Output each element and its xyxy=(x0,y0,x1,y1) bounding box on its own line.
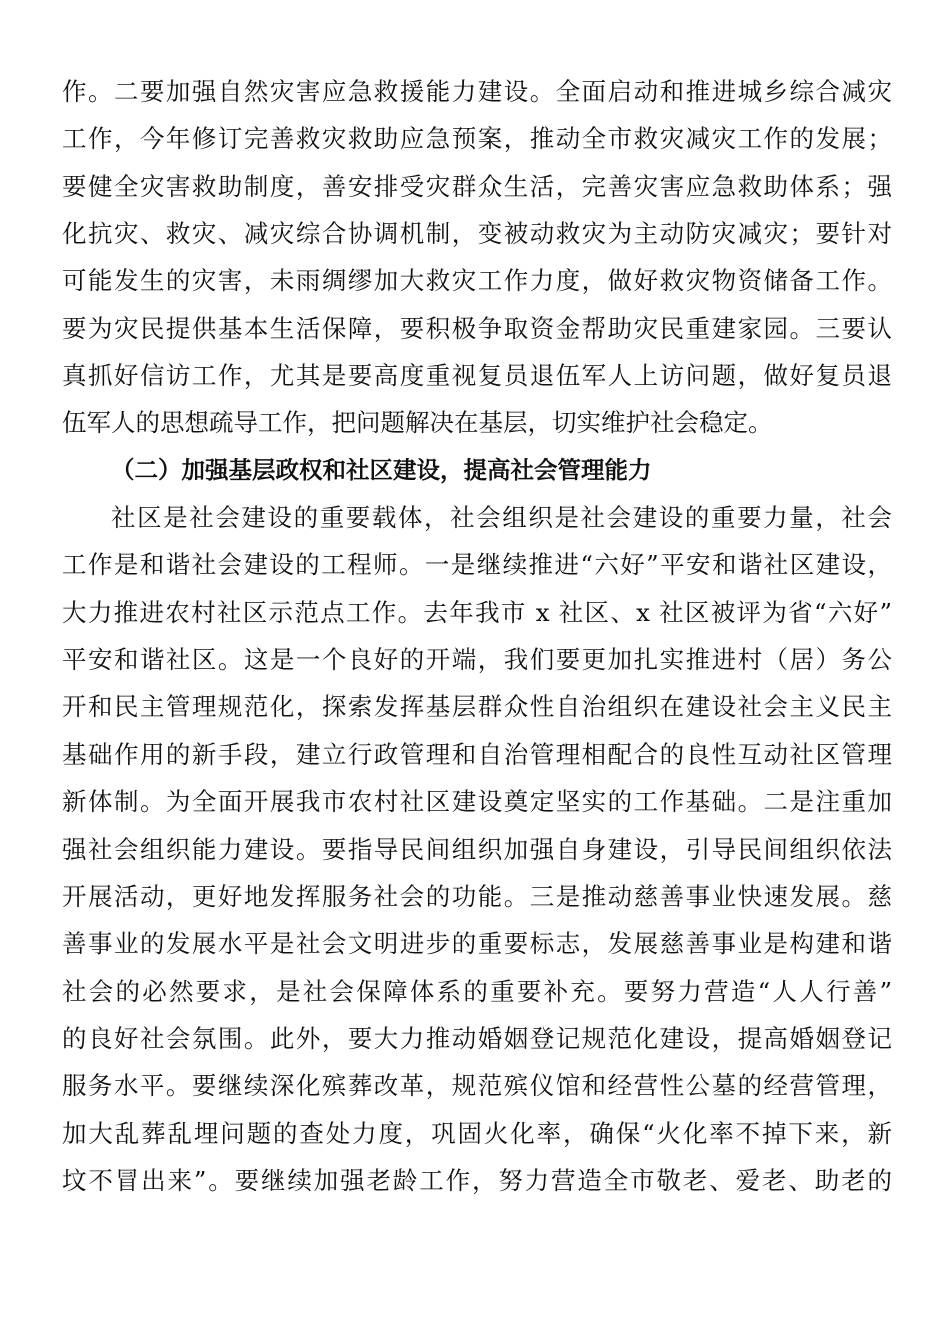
document-body xyxy=(62,68,892,1204)
paragraph-line: 善事业的发展水平是社会文明进步的重要标志，发展慈善事业是构建和谐 xyxy=(62,929,892,959)
paragraph-line: 工作，今年修订完善救灾救助应急预案，推动全市救灾减灾工作的发展； xyxy=(62,124,892,154)
paragraph-line: 平安和谐社区。这是一个良好的开端，我们要更加扎实推进村（居）务公 xyxy=(62,645,892,675)
paragraph-line: 的良好社会氛围。此外，要大力推动婚姻登记规范化建设，提高婚姻登记 xyxy=(62,1023,892,1053)
paragraph-line: 可能发生的灾害，未雨绸缪加大救灾工作力度，做好救灾物资储备工作。 xyxy=(62,266,892,296)
paragraph-line: 化抗灾、救灾、减灾综合协调机制，变被动救灾为主动防灾减灾；要针对 xyxy=(62,219,892,249)
paragraph-line: 大力推进农村社区示范点工作。去年我市 x 社区、x 社区被评为省“六好” xyxy=(62,597,892,627)
paragraph-line: 新体制。为全面开展我市农村社区建设奠定坚实的工作基础。二是注重加 xyxy=(62,787,892,817)
paragraph-line: 工作是和谐社会建设的工程师。一是继续推进“六好”平安和谐社区建设， xyxy=(62,550,892,580)
paragraph-line: 开展活动，更好地发挥服务社会的功能。三是推动慈善事业快速发展。慈 xyxy=(62,881,892,911)
paragraph-line: 社区是社会建设的重要载体，社会组织是社会建设的重要力量，社会 xyxy=(111,503,892,533)
paragraph-line: 强社会组织能力建设。要指导民间组织加强自身建设，引导民间组织依法 xyxy=(62,834,892,864)
paragraph-line: 伍军人的思想疏导工作，把问题解决在基层，切实维护社会稳定。 xyxy=(62,408,773,438)
paragraph-line: 作。二要加强自然灾害应急救援能力建设。全面启动和推进城乡综合减灾 xyxy=(62,77,892,106)
paragraph-line: 真抓好信访工作，尤其是要高度重视复员退伍军人上访问题，做好复员退 xyxy=(62,361,892,391)
paragraph-line: 加大乱葬乱埋问题的查处力度，巩固火化率，确保“火化率不掉下来，新 xyxy=(62,1118,892,1148)
paragraph-line: 基础作用的新手段，建立行政管理和自治管理相配合的良性互动社区管理 xyxy=(62,739,892,769)
paragraph-line: 要为灾民提供基本生活保障，要积极争取资金帮助灾民重建家园。三要认 xyxy=(62,313,892,343)
paragraph-line: 服务水平。要继续深化殡葬改革，规范殡仪馆和经营性公墓的经营管理， xyxy=(62,1071,892,1101)
paragraph-line: 开和民主管理规范化，探索发挥基层群众性自治组织在建设社会主义民主 xyxy=(62,692,892,722)
paragraph-line: 要健全灾害救助制度，善安排受灾群众生活，完善灾害应急救助体系；强 xyxy=(62,171,892,201)
paragraph-line: 社会的必然要求，是社会保障体系的重要补充。要努力营造“人人行善” xyxy=(62,976,892,1006)
section-heading: （二）加强基层政权和社区建设，提高社会管理能力 xyxy=(111,455,652,484)
paragraph-line: 坟不冒出来”。要继续加强老龄工作，努力营造全市敬老、爱老、助老的 xyxy=(62,1165,892,1195)
